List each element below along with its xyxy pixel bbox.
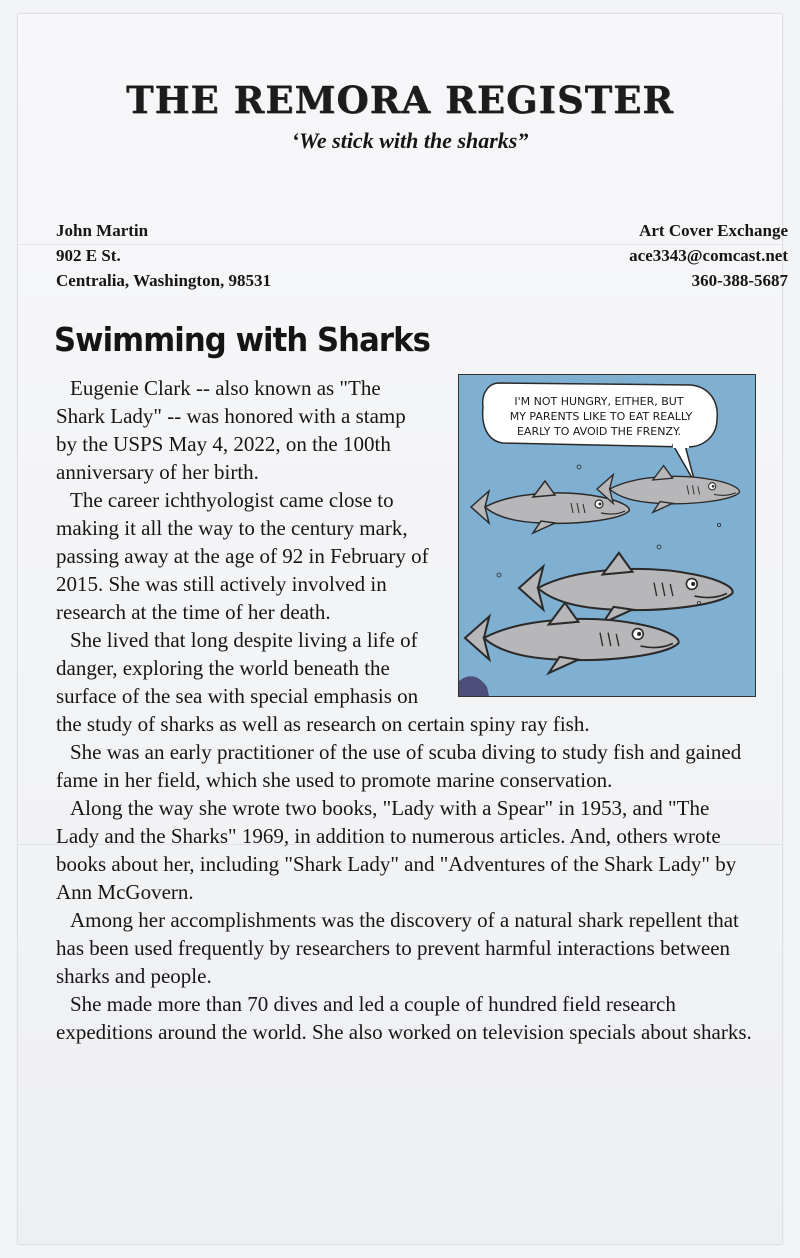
article-body	[56, 374, 752, 1046]
editor-name: John Martin	[56, 221, 149, 240]
article-paragraph: She was an early practitioner of the use of scuba diving to study fish and gained fame in her field, which she used to promote marine conservation.	[56, 740, 742, 792]
editor-contact	[56, 218, 271, 293]
newsletter-motto: ‘We stick with the sharks”	[291, 128, 529, 153]
article-paragraph: She made more than 70 dives and led a couple of hundred field research expeditions around the world. She also worked on television specials about sharks.	[56, 992, 752, 1044]
organization-name: Art Cover Exchange	[639, 221, 788, 240]
speech-bubble-line-2: MY PARENTS LIKE TO EAT REALLY	[509, 410, 693, 423]
organization-contact	[629, 218, 788, 293]
organization-email: ace3343@comcast.net	[629, 246, 788, 265]
newsletter-title: THE REMORA REGISTER	[125, 78, 675, 122]
editor-city: Centralia, Washington, 98531	[56, 271, 272, 290]
article-paragraph: She lived that long despite living a life of danger, exploring the world beneath the surface of the sea with special emphasis on the study of sharks as well as research on certain spiny ray fish.	[56, 628, 590, 736]
speech-bubble-line-1: I'M NOT HUNGRY, EITHER, BUT	[514, 395, 684, 408]
editor-street: 902 E St.	[56, 246, 121, 265]
article-paragraph: Along the way she wrote two books, "Lady with a Spear" in 1953, and "The Lady and the Sharks" 1969, in addition to numerous articles. And, others wrote books about her, including "Shark Lady" and "Adventures of the Shark Lady" by Ann McGovern.	[56, 796, 737, 904]
article-paragraph: Eugenie Clark -- also known as "The Shark Lady" -- was honored with a stamp by the USPS May 4, 2022, on the 100th anniversary of her birth.	[56, 376, 406, 484]
article-paragraph: The career ichthyologist came close to making it all the way to the century mark, passing away at the age of 92 in February of 2015. She was still actively involved in research at the time of her death.	[56, 488, 429, 624]
article-paragraph: Among her accomplishments was the discovery of a natural shark repellent that has been used frequently by researchers to prevent harmful interactions between sharks and people.	[56, 908, 739, 988]
shark-cartoon	[458, 374, 756, 697]
organization-phone: 360-388-5687	[691, 271, 788, 290]
masthead	[0, 78, 800, 154]
article-headline: Swimming with Sharks	[54, 320, 430, 359]
speech-bubble-line-3: EARLY TO AVOID THE FRENZY.	[516, 425, 682, 438]
